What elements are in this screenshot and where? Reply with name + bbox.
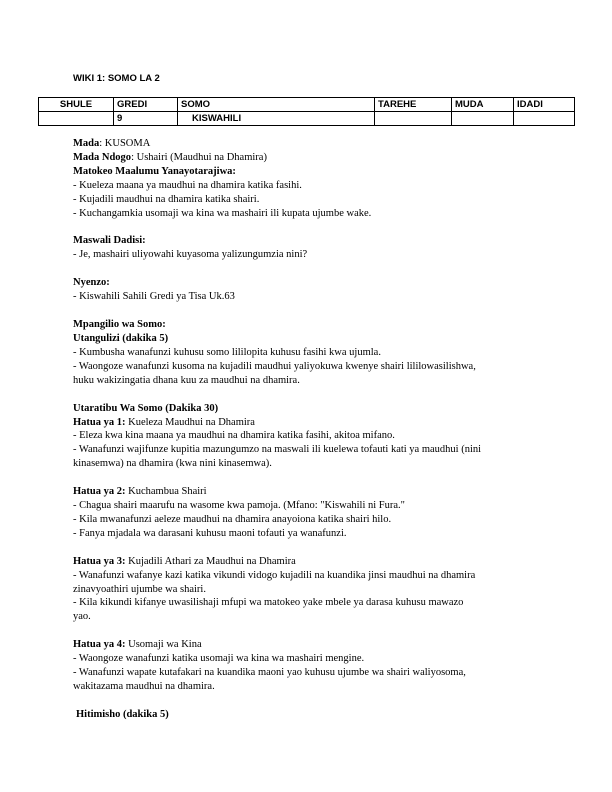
hatua-1-line: - Wanafunzi wajifunze kupitia mazungumzo na maswali ili kuelewa tofauti kati ya maudhui (nini	[73, 444, 482, 456]
value-gredi: 9	[114, 112, 178, 126]
maswali-item: - Je, mashairi uliyowahi kuyasoma yalizungumzia nini?	[73, 249, 308, 261]
hatua-2-line: - Chagua shairi maarufu na wasome kwa pamoja. (Mfano: "Kiswahili ni Fura."	[73, 500, 405, 512]
hatua-3-label: Hatua ya 3:	[73, 555, 126, 567]
maswali-heading: Maswali Dadisi:	[73, 235, 146, 247]
hatua-2-name: Kuchambua Shairi	[125, 486, 207, 498]
week-heading: WIKI 1: SOMO LA 2	[73, 73, 160, 84]
hatua-4-label: Hatua ya 4:	[73, 639, 126, 651]
value-shule	[39, 112, 114, 126]
mada-ndogo-line	[73, 151, 553, 165]
hatua-1-name: Kueleza Maudhui na Dhamira	[125, 416, 255, 428]
mada-line	[73, 137, 553, 151]
hatua-3-line: yao.	[73, 611, 91, 623]
lesson-content	[73, 137, 553, 722]
header-shule: SHULE	[39, 98, 114, 112]
hatua-4-title	[73, 638, 553, 652]
hatua-4-line: wakitazama maudhui na dhamira.	[73, 681, 215, 692]
hatua-2-line: - Kila mwanafunzi aeleze maudhui na dhamira anayoiona katika shairi hilo.	[73, 513, 392, 525]
header-idadi: IDADI	[514, 98, 575, 112]
hatua-1-label: Hatua ya 1:	[73, 416, 126, 428]
hatua-4-line: - Wanafunzi wapate kutafakari na kuandika maoni yao kuhusu ujumbe wa shairi waliyosoma,	[73, 667, 466, 679]
matokeo-heading: Matokeo Maalumu Yanayotarajiwa:	[73, 165, 236, 177]
utangulizi-item: - Kumbusha wanafunzi kuhusu somo lililopita kuhusu fasihi kwa ujumla.	[73, 346, 381, 358]
hatua-1-title	[73, 416, 553, 430]
hitimisho-heading: Hitimisho (dakika 5)	[76, 708, 169, 720]
value-idadi	[514, 112, 575, 126]
header-gredi: GREDI	[114, 98, 178, 112]
hatua-1-line: - Eleza kwa kina maana ya maudhui na dhamira katika fasihi, akitoa mifano.	[73, 430, 395, 442]
hatua-4-name: Usomaji wa Kina	[125, 639, 202, 651]
mada-label: Mada	[73, 138, 100, 149]
hatua-4-line: - Waongoze wanafunzi katika usomaji wa kina wa mashairi mengine.	[73, 653, 365, 665]
hatua-3-title	[73, 555, 553, 569]
header-muda: MUDA	[452, 98, 514, 112]
matokeo-item: - Kujadili maudhui na dhamira katika shairi.	[73, 193, 260, 205]
value-muda	[452, 112, 514, 126]
nyenzo-heading: Nyenzo:	[73, 277, 110, 289]
hatua-2-title	[73, 485, 553, 499]
mada-ndogo-value: : Ushairi (Maudhui na Dhamira)	[131, 151, 267, 163]
value-somo: KISWAHILI	[178, 112, 375, 126]
matokeo-item: - Kueleza maana ya maudhui na dhamira katika fasihi.	[73, 179, 302, 191]
value-tarehe	[375, 112, 452, 126]
mpangilio-heading: Mpangilio wa Somo:	[73, 319, 166, 331]
lesson-info-table	[38, 97, 575, 126]
hatua-2-label: Hatua ya 2:	[73, 486, 126, 498]
hatua-3-line: zinavyoathiri ujumbe wa shairi.	[73, 583, 206, 595]
utangulizi-item: - Waongoze wanafunzi kusoma na kujadili maudhui yaliyokuwa kwenye shairi lililowasilishwa,	[73, 360, 476, 372]
header-tarehe: TAREHE	[375, 98, 452, 112]
mada-value: : KUSOMA	[99, 138, 151, 149]
hatua-3-name: Kujadili Athari za Maudhui na Dhamira	[125, 555, 296, 567]
hatua-1-line: kinasemwa) na dhamira (kwa nini kinasemwa).	[73, 458, 272, 470]
hatua-3-line: - Kila kikundi kifanye uwasilishaji mfupi wa matokeo yake mbele ya darasa kuhusu mawazo	[73, 597, 464, 609]
hatua-3-line: - Wanafunzi wafanye kazi katika vikundi vidogo kujadili na kuandika jinsi maudhui na dhamira	[73, 569, 476, 581]
table-header-row	[39, 98, 575, 112]
nyenzo-item: - Kiswahili Sahili Gredi ya Tisa Uk.63	[73, 291, 235, 303]
matokeo-item: - Kuchangamkia usomaji wa kina wa mashairi ili kupata ujumbe wake.	[73, 207, 372, 219]
table-value-row	[39, 112, 575, 126]
mada-ndogo-label: Mada Ndogo	[73, 151, 132, 163]
utangulizi-item: huku wakizingatia dhana kuu za maudhui na dhamira.	[73, 374, 300, 386]
utangulizi-heading: Utangulizi (dakika 5)	[73, 332, 169, 344]
utaratibu-heading: Utaratibu Wa Somo (Dakika 30)	[73, 402, 219, 414]
header-somo: SOMO	[178, 98, 375, 112]
hatua-2-line: - Fanya mjadala wa darasani kuhusu maoni tofauti ya wanafunzi.	[73, 527, 347, 539]
